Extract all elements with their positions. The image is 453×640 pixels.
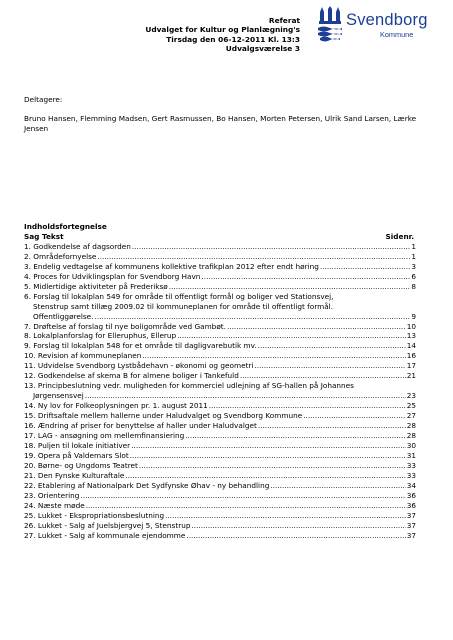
toc-entry[interactable] <box>24 481 416 491</box>
toc-entry-page: 27 <box>406 411 416 421</box>
toc-entry-page: 31 <box>406 450 416 460</box>
participants-label: Deltagere: <box>24 95 63 104</box>
toc-entry-page: 37 <box>406 520 416 530</box>
header-datetime: Tirsdag den 06-12-2011 Kl. 13:3 <box>166 34 300 44</box>
toc-entry[interactable] <box>24 282 416 292</box>
toc-entry-text: 10. Revision af kommuneplanen <box>24 351 142 361</box>
toc-entry-text: 11. Udvidelse Svendborg Lystbådehavn - økonomi og geometri <box>24 361 254 371</box>
toc-leader-dots <box>258 341 406 351</box>
toc-entry-text: 24. Næste møde <box>24 500 85 510</box>
toc-leader-dots <box>185 431 405 441</box>
toc-entry[interactable] <box>24 331 416 341</box>
toc-entry-text: 25. Lukket - Ekspropriationsbeslutning <box>24 510 165 520</box>
toc-entry[interactable] <box>24 471 416 481</box>
toc-leader-dots <box>227 322 406 332</box>
toc-entry-page: 37 <box>406 510 416 520</box>
header-title: Referat <box>268 16 300 25</box>
toc-entry-text: 27. Lukket - Salg af kommunale ejendomme <box>24 530 186 540</box>
toc-entry[interactable] <box>24 421 416 431</box>
svendborg-logo <box>316 6 446 46</box>
toc-leader-dots <box>186 531 405 541</box>
toc-entry[interactable] <box>24 401 416 411</box>
toc-leader-dots <box>177 331 406 341</box>
toc-entry-page: 25 <box>406 401 416 411</box>
toc-entry-text: 18. Puljen til lokale initiativer <box>24 440 131 450</box>
toc-leader-dots <box>258 421 406 431</box>
toc-col-item: Sag Tekst <box>24 231 64 241</box>
toc-leader-dots <box>139 461 406 471</box>
toc-leader-dots <box>270 481 405 491</box>
toc-entry[interactable] <box>24 262 416 272</box>
toc-entry[interactable] <box>24 322 416 332</box>
toc-leader-dots <box>165 511 406 521</box>
toc-entry-text: 20. Børne- og Ungdoms Teatret <box>24 460 138 470</box>
toc-entry-page: 28 <box>406 421 416 431</box>
toc-col-page: Sidenr. <box>385 231 414 241</box>
toc-entry[interactable] <box>24 521 416 531</box>
toc-entry[interactable] <box>24 272 416 282</box>
toc-entry[interactable] <box>24 451 416 461</box>
toc-entry-page: 1 <box>411 251 416 261</box>
toc-entry-line <box>24 381 416 391</box>
toc-entry[interactable] <box>24 511 416 521</box>
toc-leader-dots <box>85 391 406 401</box>
toc-entry-text: 17. LAG - ansøgning om mellemfinansiering <box>24 431 185 441</box>
toc-leader-dots <box>95 312 411 322</box>
toc-entry[interactable] <box>24 501 416 511</box>
svendborg-coat-of-arms-icon <box>316 6 344 44</box>
toc-entry[interactable] <box>24 461 416 471</box>
toc-entry-text: 26. Lukket - Salg af Juelsbjergvej 5, Stenstrup <box>24 520 191 530</box>
toc-entry-page: 6 <box>411 271 416 281</box>
toc-entry-text: 23. Orientering <box>24 490 80 500</box>
logo-subtitle: Kommune <box>380 30 414 39</box>
toc-leader-dots <box>169 282 411 292</box>
toc-entry[interactable] <box>24 341 416 351</box>
toc-entry[interactable] <box>24 371 416 381</box>
toc-entry[interactable] <box>24 531 416 541</box>
toc-entry-text: 13. Principbeslutning vedr. muligheden for kommerciel udlejning af SG-hallen på Johannes <box>24 381 354 391</box>
toc-entry-text: 12. Godkendelse af skema B for almene boliger i Tankefuld <box>24 371 239 381</box>
toc-entry-text: 1. Godkendelse af dagsorden <box>24 241 131 251</box>
toc-entry-text: 7. Drøftelse af forslag til nye boligområde ved Gambøt. <box>24 321 226 331</box>
toc-entry-text: 4. Proces for Udviklingsplan for Svendborg Havn <box>24 271 201 281</box>
toc-entry-continuation <box>24 302 416 312</box>
toc-entry-text: 8. Lokalplanforslag for Elleruphus, Ellerup <box>24 331 177 341</box>
toc-entry-text: 15. Driftsaftale mellem hallerne under Haludvalget og Svendborg Kommune <box>24 411 303 421</box>
toc-entry-page: 33 <box>406 460 416 470</box>
toc-entry-page: 23 <box>406 391 416 401</box>
toc-entry-page: 3 <box>411 261 416 271</box>
toc-entry-page: 21 <box>406 371 416 381</box>
toc-entry-page: 16 <box>406 351 416 361</box>
toc-leader-dots <box>132 242 410 252</box>
toc-entry-page: 8 <box>411 281 416 291</box>
toc-entry[interactable] <box>24 361 416 371</box>
toc-leader-dots <box>191 521 405 531</box>
toc-entry-line <box>24 292 416 302</box>
toc-leader-dots <box>131 441 406 451</box>
toc-entry-page: 34 <box>406 480 416 490</box>
toc-entry-page: 10 <box>406 321 416 331</box>
toc-entry-text: 3. Endelig vedtagelse af kommunens kollektive trafikplan 2012 efter endt høring <box>24 261 319 271</box>
toc-title: Indholdsfortegnelse <box>24 222 107 231</box>
toc-entry-page: 1 <box>411 241 416 251</box>
participants-section <box>24 95 436 133</box>
toc-leader-dots <box>142 351 405 361</box>
toc-entry-text: 14. Ny lov for Folkeoplysningen pr. 1. august 2011 <box>24 401 208 411</box>
toc-entry-page: 30 <box>406 440 416 450</box>
toc-entry[interactable] <box>24 491 416 501</box>
toc-entry-page: 9 <box>411 311 416 321</box>
toc-leader-dots <box>320 262 410 272</box>
toc-entry-page: 33 <box>406 470 416 480</box>
toc-entry-text: 6. Forslag til lokalplan 549 for område til offentligt formål og boliger ved Stationsvej, <box>24 291 334 301</box>
header-room: Udvalgsværelse 3 <box>225 43 300 53</box>
toc-entry[interactable] <box>24 312 416 322</box>
toc-leader-dots <box>240 371 406 381</box>
toc-leader-dots <box>209 401 406 411</box>
toc-column-headers <box>24 232 416 242</box>
toc-entry-text: 21. Den Fynske Kulturaftale <box>24 470 125 480</box>
table-of-contents <box>24 222 416 541</box>
toc-list <box>24 242 416 541</box>
toc-entry-text: 5. Midlertidige aktiviteter på Frederiksø <box>24 281 168 291</box>
toc-entry-text: Jørgensensvej <box>33 391 84 401</box>
toc-entry-text: Offentliggørelse. <box>33 311 94 321</box>
toc-leader-dots <box>130 451 406 461</box>
toc-entry-page: 37 <box>406 530 416 540</box>
toc-entry-page: 13 <box>406 331 416 341</box>
toc-leader-dots <box>201 272 410 282</box>
toc-entry[interactable] <box>24 411 416 421</box>
toc-entry[interactable] <box>24 351 416 361</box>
toc-entry[interactable] <box>24 431 416 441</box>
toc-entry-page: 36 <box>406 500 416 510</box>
toc-leader-dots <box>254 361 405 371</box>
document-header <box>60 16 300 53</box>
toc-entry[interactable] <box>24 252 416 262</box>
toc-entry[interactable] <box>24 441 416 451</box>
toc-entry-page: 17 <box>406 361 416 371</box>
toc-entry[interactable] <box>24 391 416 401</box>
toc-leader-dots <box>97 252 410 262</box>
toc-leader-dots <box>303 411 406 421</box>
toc-entry-text: 2. Områdefornyelse <box>24 251 97 261</box>
toc-entry-text: 22. Etablering af Nationalpark Det Sydfynske Øhav - ny behandling <box>24 480 270 490</box>
toc-leader-dots <box>80 491 405 501</box>
toc-entry-page: 28 <box>406 431 416 441</box>
logo-brand: Svendborg <box>346 11 428 29</box>
toc-leader-dots <box>86 501 406 511</box>
participants-names: Bruno Hansen, Flemming Madsen, Gert Rasmussen, Bo Hansen, Morten Petersen, Ulrik Sand Larsen, Lærke Jensen <box>24 114 417 133</box>
toc-entry[interactable] <box>24 242 416 252</box>
toc-entry-text: Stenstrup samt tillæg 2009.02 til kommuneplanen for område til offentligt formål. <box>33 301 334 311</box>
toc-entry-page: 14 <box>406 341 416 351</box>
header-committee: Udvalget for Kultur og Planlægning's <box>145 25 300 35</box>
toc-entry-text: 19. Opera på Valdemars Slot <box>24 450 129 460</box>
toc-entry-text: 9. Forslag til lokalplan 548 for et område til dagligvarebutik mv. <box>24 341 257 351</box>
toc-leader-dots <box>125 471 405 481</box>
toc-entry-text: 16. Ændring af priser for benyttelse af haller under Haludvalget <box>24 421 257 431</box>
toc-entry-page: 36 <box>406 490 416 500</box>
